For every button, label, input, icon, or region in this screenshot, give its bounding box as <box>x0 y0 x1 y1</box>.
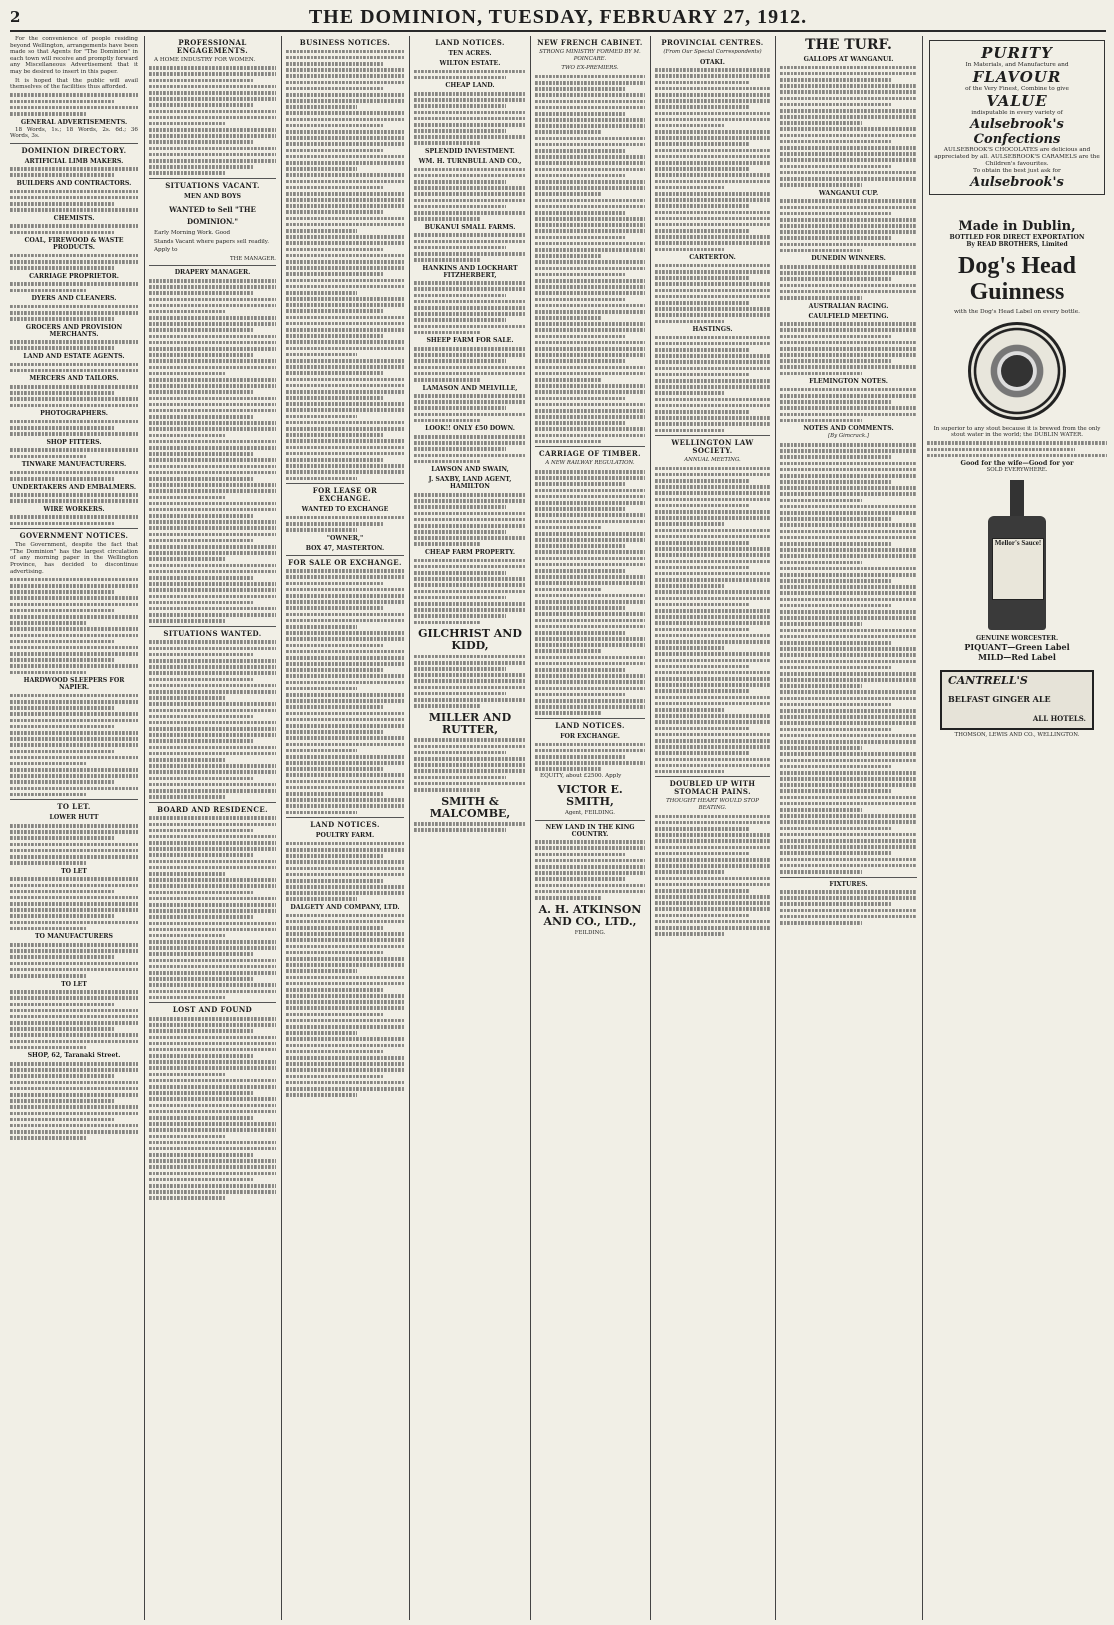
to-let-item: TO LET <box>61 867 87 875</box>
feilding-agent: Agent, FEILDING. <box>565 810 615 817</box>
directory-section: DYERS AND CLEANERS. <box>31 295 117 303</box>
equity-line: EQUITY, about £2500. Apply <box>540 773 622 780</box>
french-cabinet-sub: STRONG MINISTRY FORMED BY M. POINCARE. <box>539 49 641 62</box>
sauce-bottle-icon <box>982 480 1052 630</box>
carterton: CARTERTON. <box>689 254 736 262</box>
bukanui: BUKANUI SMALL FARMS. <box>424 223 516 231</box>
good-for-wife: Good for the wife—Good for yor <box>960 459 1074 468</box>
the-manager: THE MANAGER. <box>230 255 276 262</box>
wanganui-cup: WANGANUI CUP. <box>818 189 879 197</box>
government-notices-heading: GOVERNMENT NOTICES. <box>19 531 129 541</box>
aulsebrook-ad <box>929 40 1105 195</box>
turf-heading: THE TURF. <box>805 37 892 53</box>
ad1-line4: AULSEBROOK'S CHOCOLATES are delicious and appreciated by all. AULSEBROOK'S CARAMELS are the Children's favourites. <box>934 147 1100 167</box>
dogs-head-guinness: Dog's Head Guinness <box>957 253 1076 305</box>
all-hotels: ALL HOTELS. <box>1032 713 1086 723</box>
made-in-dublin: Made in Dublin, <box>958 219 1076 234</box>
masthead <box>10 4 1106 32</box>
provincial-heading: PROVINCIAL CENTRES. <box>661 38 764 47</box>
timber-sub: A NEW RAILWAY REGULATION. <box>545 460 635 467</box>
for-sale-heading: FOR SALE OR EXCHANGE. <box>288 557 402 567</box>
turnbull: WM. H. TURNBULL AND CO., <box>418 158 522 166</box>
column-engagements <box>149 36 276 1620</box>
column-rule <box>281 36 282 1620</box>
directory-section: ARTIFICIAL LIMB MAKERS. <box>24 157 124 165</box>
king-country: NEW LAND IN THE KING COUNTRY. <box>545 823 635 838</box>
column-advertisements <box>927 36 1107 1620</box>
splendid-investment: SPLENDID INVESTMENT. <box>425 148 515 156</box>
home-industry-ad: A HOME INDUSTRY FOR WOMEN. <box>154 57 256 63</box>
atkinson-town: FEILDING. <box>574 929 606 936</box>
dalgety: DALGETY AND COMPANY, LTD. <box>290 904 400 912</box>
purity: PURITY <box>981 44 1053 62</box>
stomach-sub: THOUGHT HEART WOULD STOP BEATING. <box>666 798 759 812</box>
bulldog-seal-icon <box>968 322 1066 420</box>
by-gimcrack: [By Gimcrack.] <box>828 433 869 440</box>
directory-section: MERCERS AND TAILORS. <box>29 375 119 383</box>
column-provincial <box>655 36 770 1620</box>
cantrells-ad <box>940 670 1094 730</box>
land-notices-heading: LAND NOTICES. <box>310 820 380 830</box>
wanted-sell-dominion: WANTED to Sell "THE DOMINION." <box>169 204 256 226</box>
lawson-swain: LAWSON AND SWAIN, <box>431 466 509 474</box>
otaki: OTAKI. <box>700 58 725 66</box>
to-let-item: TO MANUFACTURERS <box>34 933 114 941</box>
column-rule <box>922 36 923 1620</box>
land-notices-heading: LAND NOTICES. <box>555 720 625 730</box>
fixtures: FIXTURES. <box>829 880 868 888</box>
agents-notice-hope: It is hoped that the public will avail themselves of the facilities thus afforded. <box>10 77 138 91</box>
stands-vacant: Stands Vacant where papers sell readily. <box>154 238 270 245</box>
men-boys: MEN AND BOYS <box>184 192 241 200</box>
mellors-sauce-label: Mellor's Sauce! <box>992 538 1044 600</box>
directory-section: CARRIAGE PROPRIETOR. <box>29 272 119 280</box>
tenders-heading: HARDWOOD SLEEPERS FOR NAPIER. <box>23 677 125 692</box>
for-lease-heading: FOR LEASE OR EXCHANGE. <box>312 486 378 504</box>
cantrells-name: CANTRELL'S <box>948 674 1028 688</box>
wilton-estate: WILTON ESTATE. <box>439 60 501 67</box>
dunedin-winners: DUNEDIN WINNERS. <box>811 255 886 263</box>
directory-section: TINWARE MANUFACTURERS. <box>21 461 127 469</box>
ad1-line1: In Materials, and Manufacture and <box>965 62 1069 68</box>
drapery-manager: DRAPERY MANAGER. <box>174 269 251 277</box>
ad1-ask: To obtain the best just ask for <box>973 168 1061 174</box>
column-rule <box>650 36 651 1620</box>
french-cabinet-heading: NEW FRENCH CABINET. <box>537 38 643 47</box>
column-french-cabinet <box>535 36 645 1620</box>
timber-heading: CARRIAGE OF TIMBER. <box>539 449 641 459</box>
column-rule <box>144 36 145 1620</box>
guinness-text: In superior to any stout because it is brewed from the only stout water in the world; the DUBLIN WATER. <box>933 425 1101 439</box>
government-notice: The Government, despite the fact that "The Dominion" has the largest circulation of any morning paper in the Wellington Province, has decided to discontinue advertising. <box>10 542 138 575</box>
mild: MILD—Red Label <box>978 652 1056 663</box>
land-notices-heading: LAND NOTICES. <box>435 38 505 47</box>
look-only: LOOK!! ONLY £50 DOWN. <box>425 425 515 433</box>
column-turf <box>780 36 917 1620</box>
ad1-line2: of the Very Finest, Combine to give <box>965 86 1069 92</box>
directory-section: CHEMISTS. <box>53 214 95 222</box>
directory-section: UNDERTAKERS AND EMBALMERS. <box>11 483 137 491</box>
directory-section: LAND AND ESTATE AGENTS. <box>23 353 125 361</box>
read-brothers: By READ BROTHERS, Limited <box>966 241 1068 248</box>
situations-wanted-heading: SITUATIONS WANTED. <box>163 628 262 638</box>
business-notices-heading: BUSINESS NOTICES. <box>299 38 391 47</box>
directory-section: SHOP FITTERS. <box>46 438 102 446</box>
newspaper-title: THE DOMINION, TUESDAY, FEBRUARY 27, 1912. <box>308 6 808 28</box>
hankins: HANKINS AND LOCKHART FITZHERBERT, <box>422 264 518 279</box>
page-number: 2 <box>10 8 21 26</box>
piquant: PIQUANT—Green Label <box>964 642 1070 653</box>
owner-sig: "OWNER," <box>326 534 364 542</box>
column-land-notices <box>414 36 526 1620</box>
agents-notice: For the convenience of people residing beyond Wellington, arrangements have been made so that Agents for "The Dominion" in each town will receive and promptly forward any Miscellaneous Advertisement that it may be desired to insert in this paper. <box>10 36 138 75</box>
gilchrist: GILCHRIST AND KIDD, <box>418 627 522 653</box>
cheap-land: CHEAP LAND. <box>445 82 495 90</box>
column-rule <box>409 36 410 1620</box>
poultry-farm: POULTRY FARM. <box>315 832 375 840</box>
saxby: J. SAXBY, LAND AGENT, HAMILTON <box>428 476 512 491</box>
early-work: Early Morning Work. Good <box>154 229 231 236</box>
to-let-item: TO LET <box>61 980 87 988</box>
column-rule <box>530 36 531 1620</box>
directory-section: GROCERS AND PROVISION MERCHANTS. <box>25 323 123 338</box>
lamason: LAMASON AND MELVILLE, <box>422 384 518 392</box>
wanted-to-exchange: WANTED TO EXCHANGE <box>301 506 389 514</box>
situations-vacant-heading: SITUATIONS VACANT. <box>165 180 260 190</box>
smith-malcombe: SMITH & MALCOMBE, <box>429 794 511 820</box>
law-society-heading: WELLINGTON LAW SOCIETY. <box>671 438 754 456</box>
professional-engagements-heading: PROFESSIONAL ENGAGEMENTS. <box>176 38 249 55</box>
ten-acres: TEN ACRES. <box>448 50 492 57</box>
value: VALUE <box>986 92 1048 110</box>
notes-comments: NOTES AND COMMENTS. <box>803 425 894 433</box>
dogs-head-label: with the Dog's Head Label on every bottle. <box>953 309 1081 315</box>
aulsebrook-brand-2: Aulsebrook's <box>970 175 1064 190</box>
box-masterton: BOX 47, MASTERTON. <box>305 544 385 552</box>
victor-smith: VICTOR E. SMITH, <box>557 783 623 809</box>
flemington-notes: FLEMINGTON NOTES. <box>809 378 888 386</box>
sheep-farm: SHEEP FARM FOR SALE. <box>426 337 514 345</box>
genuine-worcester: GENUINE WORCESTER. <box>975 634 1059 642</box>
directory-section: WIRE WORKERS. <box>43 505 105 513</box>
gallops-wanganui: GALLOPS AT WANGANUI. <box>803 56 894 63</box>
directory-section: BUILDERS AND CONTRACTORS. <box>16 180 132 188</box>
atkinson: A. H. ATKINSON AND CO., LTD., <box>538 902 642 928</box>
ad1-line3: indisputable in every variety of <box>971 110 1063 116</box>
guinness-ad <box>927 219 1107 474</box>
column-classifieds-directory <box>10 36 138 1620</box>
directory-section: COAL, FIREWOOD & WASTE PRODUCTS. <box>24 237 124 252</box>
to-let-heading: TO LET. <box>57 802 91 812</box>
bottled-export: BOTTLED FOR DIRECT EXPORTATION <box>949 234 1085 241</box>
flavour: FLAVOUR <box>972 68 1062 86</box>
miller-rutter: MILLER AND RUTTER, <box>428 710 512 736</box>
thomson-lewis: THOMSON, LEWIS AND CO., WELLINGTON. <box>954 732 1080 739</box>
law-society-sub: ANNUAL MEETING. <box>684 457 741 464</box>
apply-to: Apply to <box>154 247 178 254</box>
australian-racing: AUSTRALIAN RACING. <box>808 302 889 310</box>
column-rule <box>775 36 776 1620</box>
provincial-sub: (From Our Special Correspondents) <box>663 49 762 55</box>
cheap-farm: CHEAP FARM PROPERTY. <box>424 549 516 557</box>
board-residence-heading: BOARD AND RESIDENCE. <box>157 804 268 814</box>
caulfield-meeting: CAULFIELD MEETING. <box>808 312 889 320</box>
directory-heading: DOMINION DIRECTORY. <box>21 145 127 155</box>
to-let-item: LOWER HUTT <box>49 814 99 822</box>
rates-heading: GENERAL ADVERTISEMENTS. <box>20 118 128 126</box>
aulsebrook-brand: Aulsebrook's Confections <box>970 117 1064 147</box>
column-business-notices <box>286 36 404 1620</box>
ex-premiers: TWO EX-PREMIERS. <box>561 65 619 72</box>
stomach-heading: DOUBLED UP WITH STOMACH PAINS. <box>669 779 756 797</box>
mellors-ad <box>927 636 1107 663</box>
lost-found-heading: LOST AND FOUND <box>172 1005 253 1015</box>
directory-section: PHOTOGRAPHERS. <box>40 410 108 418</box>
sold-everywhere: SOLD EVERYWHERE. <box>986 466 1048 473</box>
for-exchange: FOR EXCHANGE. <box>560 732 620 740</box>
ginger-ale: BELFAST GINGER ALE <box>948 694 1051 705</box>
hastings: HASTINGS. <box>692 326 733 334</box>
to-let-item: SHOP, 62, Taranaki Street. <box>27 1052 121 1060</box>
rates-line: 18 Words, 1s.; 18 Words, 2s. 6d.; 36 Words, 3s. <box>10 126 138 140</box>
